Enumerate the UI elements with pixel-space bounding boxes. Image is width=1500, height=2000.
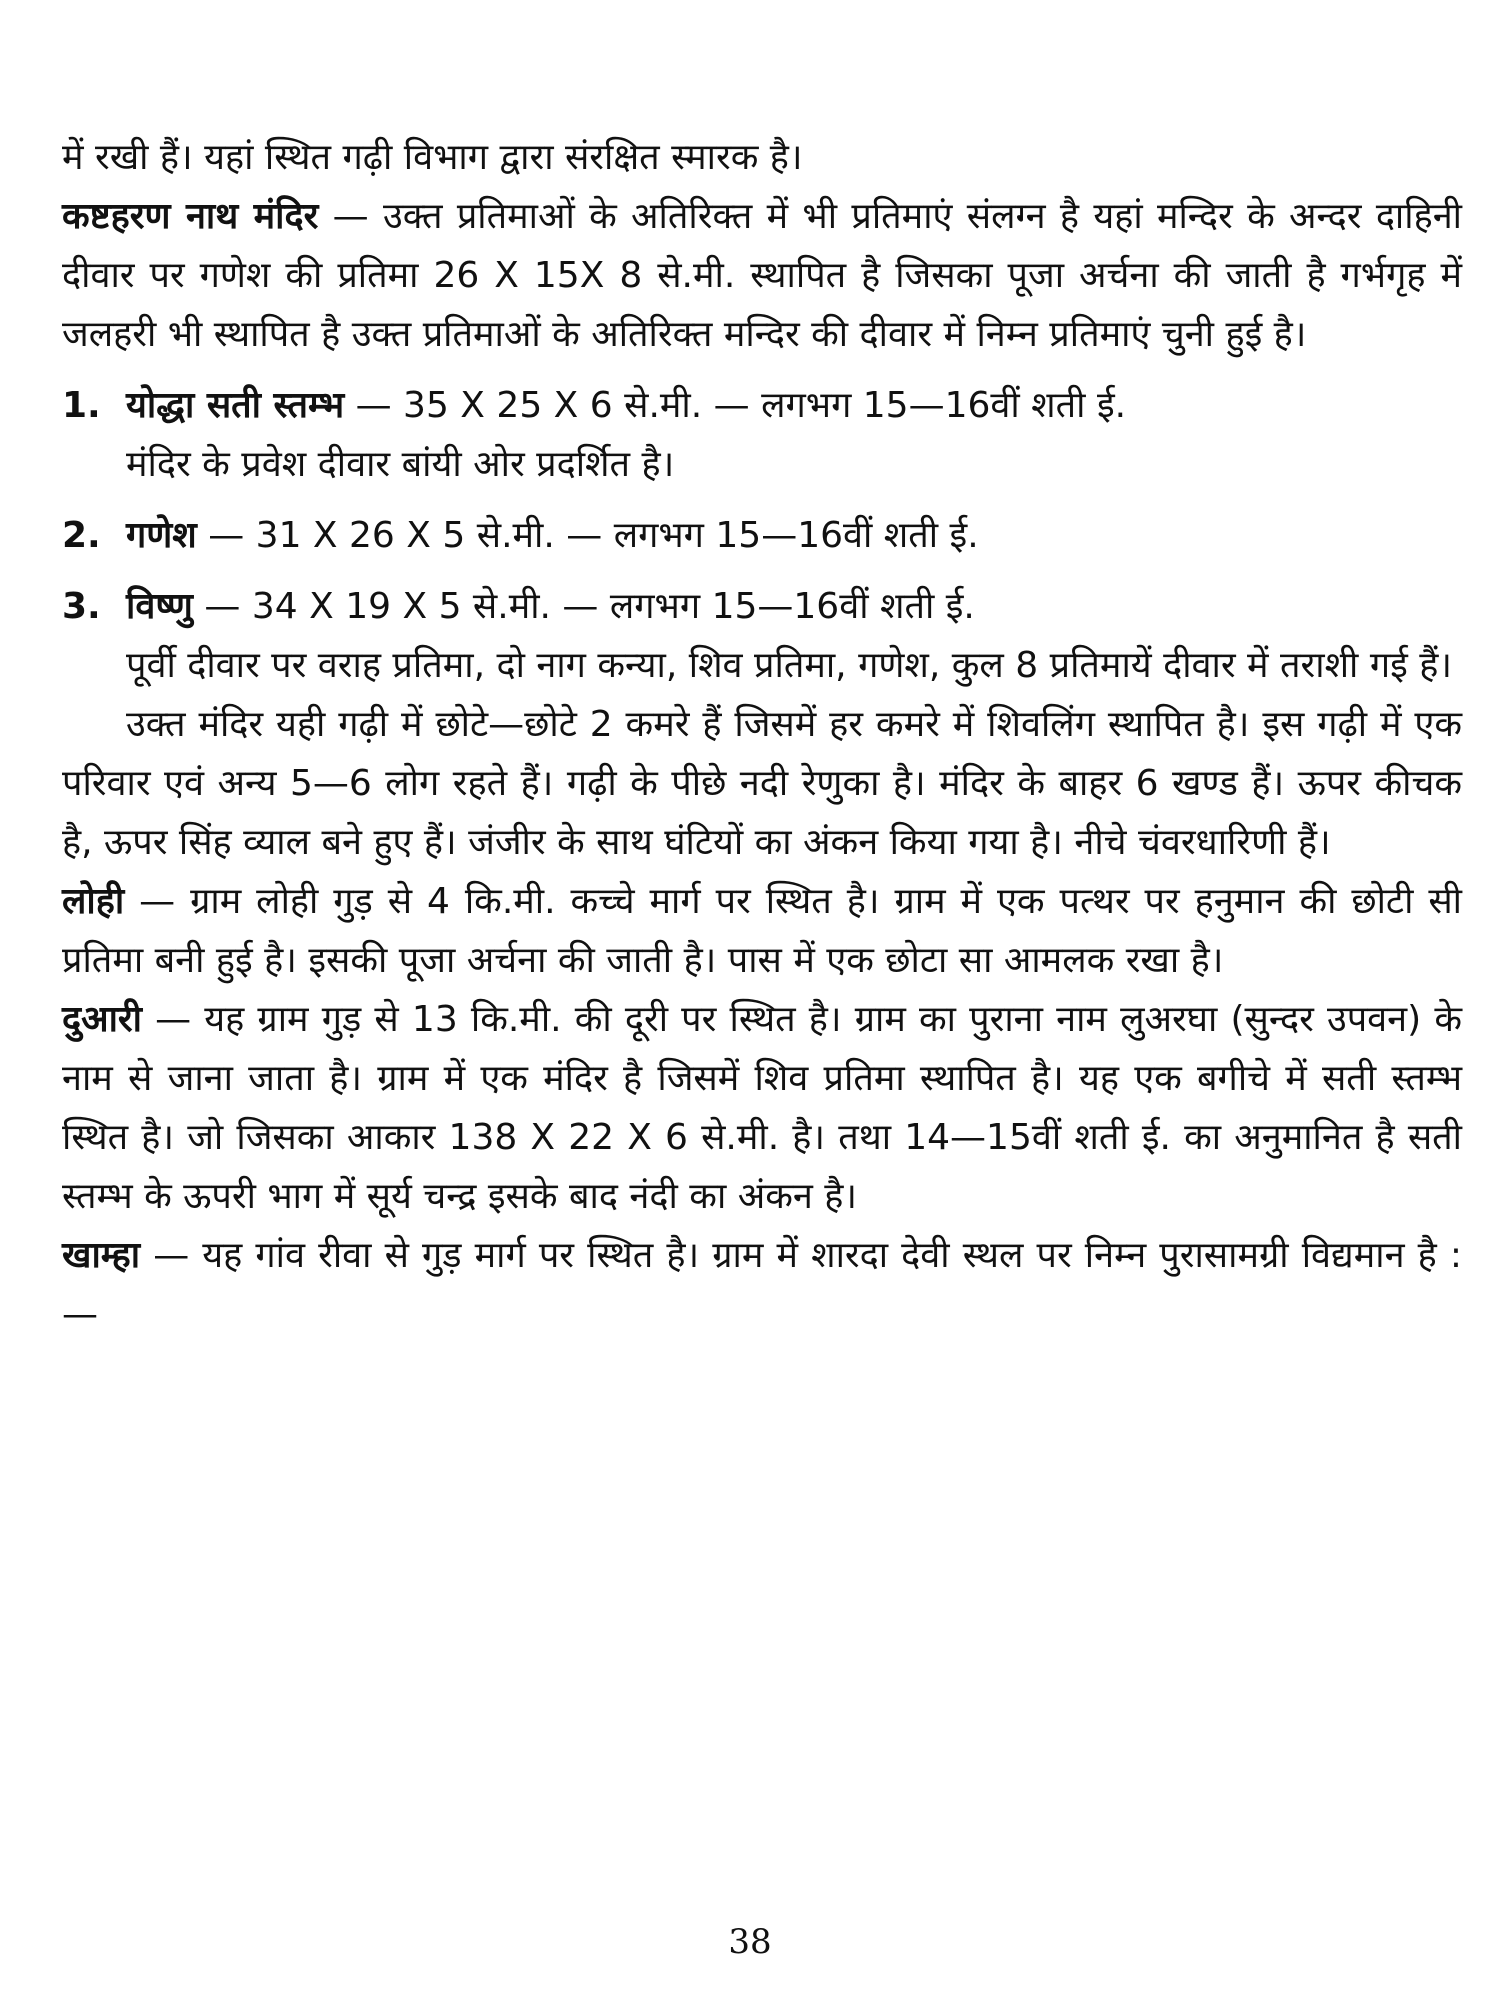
text-duari: — यह ग्राम गुड़ से 13 कि.मी. की दूरी पर स्थित है। ग्राम का पुराना नाम लुअरघा (सुन्दर उपवन) के नाम से जाना जाता है। ग्राम में एक मंदिर है जिसमें शिव प्रतिमा स्थापित है। यह एक बगीचे में सती स्तम्भ स्थित है। जो जिसका आकार 138 X 22 X 6 से.मी. है। तथा 14—15वीं शती ई. का अनुमानित है सती स्तम्भ के ऊपरी भाग में सूर्य चन्द्र इसके बाद नंदी का अंकन है। (62, 999, 1462, 1217)
paragraph-khamha (62, 1226, 1462, 1344)
list-text: — 35 X 25 X 6 से.मी. — लगभग 15—16वीं शती ई. (344, 385, 1127, 426)
list-heading: विष्णु (126, 586, 193, 627)
list-item (62, 376, 1462, 494)
paragraph-kashtaharan (62, 187, 1462, 364)
paragraph-intro: में रखी हैं। यहां स्थित गढ़ी विभाग द्वारा संरक्षित स्मारक है। (62, 137, 803, 178)
list-extra: पूर्वी दीवार पर वराह प्रतिमा, दो नाग कन्या, शिव प्रतिमा, गणेश, कुल 8 प्रतिमायें दीवार में तराशी गई हैं। (126, 645, 1452, 686)
text-lohi: — ग्राम लोही गुड़ से 4 कि.मी. कच्चे मार्ग पर स्थित है। ग्राम में एक पत्थर पर हनुमान की छोटी सी प्रतिमा बनी हुई है। इसकी पूजा अर्चना की जाती है। पास में एक छोटा सा आमलक रखा है। (62, 881, 1462, 981)
list-number: 2. (62, 515, 101, 556)
list-text: — 34 X 19 X 5 से.मी. — लगभग 15—16वीं शती ई. (192, 586, 975, 627)
page-body (62, 128, 1462, 1344)
list-number: 1. (62, 385, 101, 426)
list-heading: गणेश (126, 515, 197, 556)
text-kashtaharan: — उक्त प्रतिमाओं के अतिरिक्त में भी प्रतिमाएं संलग्न है यहां मन्दिर के अन्दर दाहिनी दीवार पर गणेश की प्रतिमा 26 X 15X 8 से.मी. स्थापित है जिसका पूजा अर्चना की जाती है गर्भगृह में जलहरी भी स्थापित है उक्त प्रतिमाओं के अतिरिक्त मन्दिर की दीवार में निम्न प्रतिमाएं चुनी हुई है। (62, 196, 1462, 355)
heading-lohi: लोही (62, 881, 125, 922)
paragraph-lohi (62, 872, 1462, 990)
list-text: — 31 X 26 X 5 से.मी. — लगभग 15—16वीं शती ई. (196, 515, 979, 556)
list-item (62, 577, 1462, 695)
paragraph-duari (62, 990, 1462, 1226)
paragraph-garhi: उक्त मंदिर यही गढ़ी में छोटे—छोटे 2 कमरे हैं जिसमें हर कमरे में शिवलिंग स्थापित है। इस गढ़ी में एक परिवार एवं अन्य 5—6 लोग रहते हैं। गढ़ी के पीछे नदी रेणुका है। मंदिर के बाहर 6 खण्ड हैं। ऊपर कीचक है, ऊपर सिंह व्याल बने हुए हैं। जंजीर के साथ घंटियों का अंकन किया गया है। नीचे चंवरधारिणी हैं। (62, 704, 1462, 863)
list-number: 3. (62, 586, 101, 627)
list-item (62, 506, 1462, 565)
heading-khamha: खाम्हा (62, 1235, 141, 1276)
text-khamha: — यह गांव रीवा से गुड़ मार्ग पर स्थित है। ग्राम में शारदा देवी स्थल पर निम्न पुरासामग्री विद्यमान है :— (62, 1235, 1462, 1335)
heading-duari: दुआरी (62, 999, 142, 1040)
heading-kashtaharan: कष्टहरण नाथ मंदिर (62, 196, 319, 237)
list-extra: मंदिर के प्रवेश दीवार बांयी ओर प्रदर्शित है। (126, 444, 675, 485)
list-heading: योद्धा सती स्तम्भ (126, 385, 345, 426)
page-number: 38 (728, 1922, 772, 1962)
